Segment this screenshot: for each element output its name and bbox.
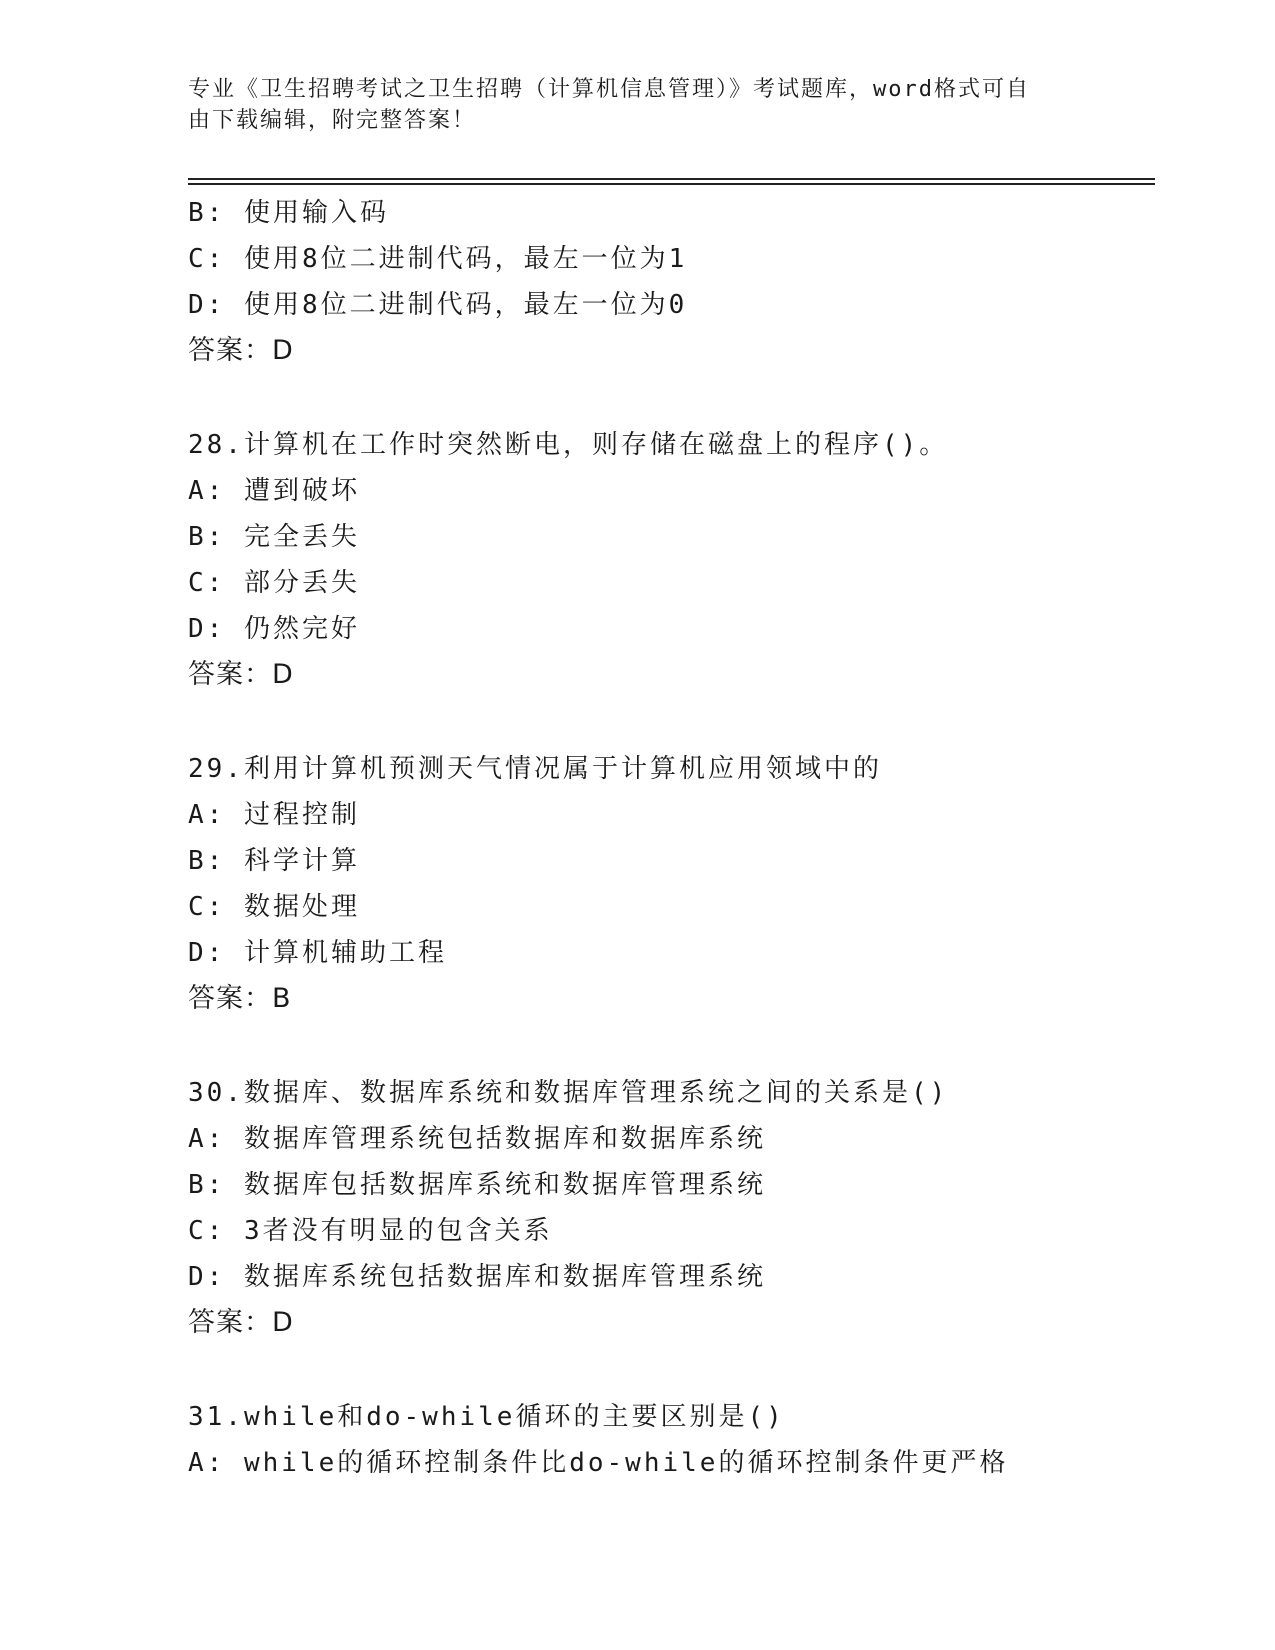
- question-29: [188, 746, 1168, 1021]
- option-d: D: 使用8位二进制代码，最左一位为0: [188, 290, 688, 320]
- option-c: C: 3者没有明显的包含关系: [188, 1216, 553, 1246]
- question-text: 28.计算机在工作时突然断电，则存储在磁盘上的程序()。: [188, 430, 949, 460]
- question-27-continued: [188, 190, 1168, 373]
- option-d: D: 数据库系统包括数据库和数据库管理系统: [188, 1262, 766, 1292]
- question-28: [188, 422, 1168, 697]
- option-b: B: 科学计算: [188, 846, 360, 876]
- question-list: [188, 190, 1168, 1486]
- option-d: D: 计算机辅助工程: [188, 938, 447, 968]
- option-b: B: 数据库包括数据库系统和数据库管理系统: [188, 1170, 766, 1200]
- option-a: A: while的循环控制条件比do-while的循环控制条件更严格: [188, 1448, 1009, 1478]
- document-header: [188, 74, 1068, 136]
- answer: 答案：D: [188, 335, 294, 366]
- header-line-1: 专业《卫生招聘考试之卫生招聘（计算机信息管理）》考试题库，word格式可自: [188, 77, 1030, 102]
- option-c: C: 部分丢失: [188, 568, 360, 598]
- option-b: B: 完全丢失: [188, 522, 360, 552]
- option-a: A: 数据库管理系统包括数据库和数据库系统: [188, 1124, 766, 1154]
- question-text: 31.while和do-while循环的主要区别是(): [188, 1402, 785, 1432]
- question-30: [188, 1070, 1168, 1345]
- option-a: A: 遭到破坏: [188, 476, 360, 506]
- option-b: B: 使用输入码: [188, 198, 389, 228]
- option-d: D: 仍然完好: [188, 614, 360, 644]
- option-c: C: 使用8位二进制代码，最左一位为1: [188, 244, 688, 274]
- header-divider-bottom: [188, 183, 1155, 185]
- answer: 答案：D: [188, 1307, 294, 1338]
- header-divider-top: [188, 178, 1155, 180]
- option-a: A: 过程控制: [188, 800, 360, 830]
- option-c: C: 数据处理: [188, 892, 360, 922]
- question-text: 29.利用计算机预测天气情况属于计算机应用领域中的: [188, 754, 882, 784]
- answer: 答案：B: [188, 983, 292, 1014]
- header-line-2: 由下载编辑，附完整答案！: [188, 108, 477, 133]
- question-text: 30.数据库、数据库系统和数据库管理系统之间的关系是(): [188, 1078, 949, 1108]
- question-31: [188, 1394, 1168, 1486]
- answer: 答案：D: [188, 659, 294, 690]
